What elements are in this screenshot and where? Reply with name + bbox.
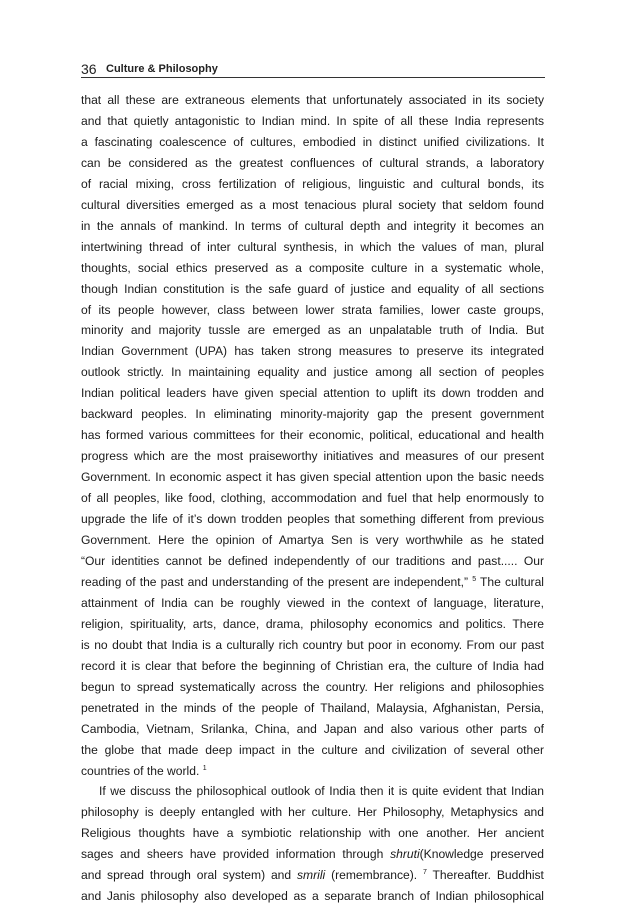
- text-line: that all these are extraneous elements that unfortunately associated in its society: [81, 93, 544, 107]
- text-line: can be considered as the greatest confluences of cultural strands, a laboratory: [81, 155, 544, 170]
- text-line: religion, spirituality, arts, dance, drama, philosophy economics and politics. There: [81, 616, 544, 631]
- text-line: Indian political leaders have given special attention to uplift its down trodden and: [81, 386, 544, 401]
- text-run: and spread through oral system) and: [81, 868, 292, 883]
- page-header: [81, 58, 545, 78]
- text-line-with-footnote: [81, 572, 544, 593]
- text-line: and that quietly antagonistic to Indian mind. In spite of all these India represents: [81, 113, 544, 128]
- text-run: The cultural: [480, 574, 544, 589]
- text-line: backward peoples. In eliminating minority-majority gap the present government: [81, 407, 544, 422]
- text-run: sages and sheers have provided information through: [81, 847, 384, 862]
- text-line: attainment of India can be roughly viewed in the context of language, literature,: [81, 595, 544, 610]
- footnote-marker: 1: [202, 764, 207, 772]
- text-line: record it is clear that before the beginning of Christian era, the culture of India had: [81, 658, 544, 673]
- paragraph-start-line: If we discuss the philosophical outlook of India then it is quite evident that Indian: [99, 784, 544, 799]
- page-number: 36: [81, 61, 97, 77]
- text-line: Government. In economic aspect it has given special attention upon the basic needs: [81, 470, 544, 485]
- text-line: of its people however, class between lower strata families, lower caste groups,: [81, 302, 544, 317]
- text-run: reading of the past and understanding of the present are independent,”: [81, 574, 469, 589]
- text-line: is no doubt that India is a culturally rich country but poor in economy. From our past: [81, 637, 544, 652]
- text-run: (remembrance).: [331, 868, 418, 883]
- paragraph-end-line: [81, 761, 544, 782]
- italic-term-smrili: smrili: [297, 868, 326, 883]
- running-title: Culture & Philosophy: [106, 63, 218, 75]
- text-line: minority and majority tussle are emerged as an unpalatable truth of India. But: [81, 323, 544, 338]
- text-line: outlook strictly. In maintaining equality and justice among all section of peoples: [81, 365, 544, 380]
- text-line: intertwining thread of inter cultural synthesis, in which the values of man, plural: [81, 239, 544, 254]
- text-line: Religious thoughts have a symbiotic relationship with one another. Her ancient: [81, 826, 544, 841]
- text-run: (Knowledge preserved: [419, 847, 544, 862]
- text-line: Cambodia, Vietnam, Srilanka, China, and Japan and also various other parts of: [81, 721, 544, 736]
- text-line: Government. Here the opinion of Amartya Sen is very worthwhile as he stated: [81, 533, 544, 548]
- text-line: of all peoples, like food, clothing, accommodation and fuel that help enormously to: [81, 491, 544, 506]
- text-line: upgrade the life of it’s down trodden peoples that something different from previous: [81, 512, 544, 527]
- text-line: though Indian constitution is the safe guard of justice and equality of all sections: [81, 281, 544, 296]
- footnote-marker: 5: [472, 575, 477, 583]
- text-line: in the annals of mankind. In terms of cultural depth and integrity it becomes an: [81, 218, 544, 233]
- italic-term-shruti: shruti: [390, 847, 420, 862]
- text-line: begun to spread systematically across the country. Her religions and philosophies: [81, 679, 544, 694]
- text-line: of racial mixing, cross fertilization of religious, linguistic and cultural bonds, its: [81, 176, 544, 191]
- text-line: penetrated in the minds of the people of Thailand, Malaysia, Afghanistan, Persia,: [81, 700, 544, 715]
- body-paragraphs: [81, 90, 544, 907]
- text-run: countries of the world.: [81, 763, 200, 778]
- text-line: the globe that made deep impact in the culture and civilization of several other: [81, 742, 544, 757]
- text-line: thoughts, social ethics preserved as a composite culture in a systematic whole,: [81, 260, 544, 275]
- text-line: cultural diversities emerged as a most tenacious plural society that seldom found: [81, 197, 544, 212]
- text-line-with-italic: [81, 844, 544, 865]
- text-line: Indian Government (UPA) has taken strong measures to preserve its integrated: [81, 344, 544, 359]
- text-line-with-italic: [81, 865, 544, 886]
- text-line: philosophy is deeply entangled with her culture. Her Philosophy, Metaphysics and: [81, 805, 544, 820]
- text-run: Thereafter. Buddhist: [432, 868, 544, 883]
- text-line: and Janis philosophy also developed as a separate branch of Indian philosophical: [81, 889, 544, 904]
- text-line: has formed various committees for their economic, political, educational and health: [81, 428, 544, 443]
- text-line: progress which are the most praiseworthy initiatives and measures of our present: [81, 449, 544, 464]
- footnote-marker: 7: [422, 869, 427, 877]
- text-line: a fascinating coalescence of cultures, embodied in distinct unified civilizations. It: [81, 134, 544, 149]
- text-line: “Our identities cannot be defined independently of our traditions and past..... Our: [81, 553, 544, 568]
